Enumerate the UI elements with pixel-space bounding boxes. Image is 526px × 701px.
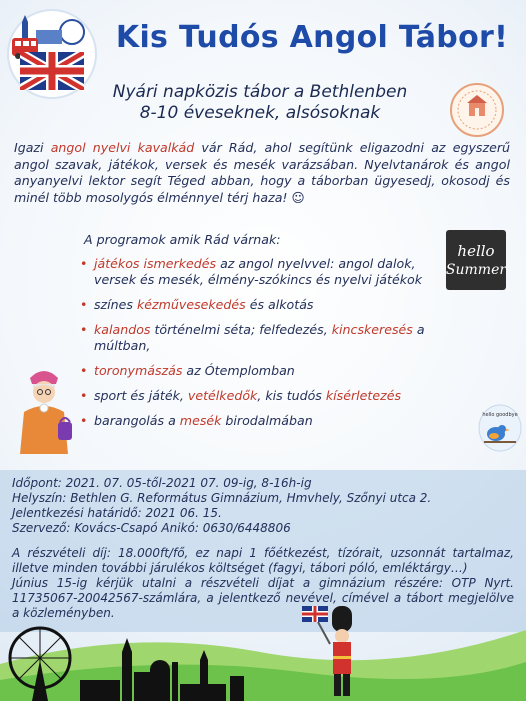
info-organizer: Szervező: Kovács-Csapó Anikó: 0630/6448806 (12, 521, 291, 535)
list-item (80, 363, 440, 379)
hello-summer-badge (444, 228, 508, 292)
programs-heading: A programok amik Rád várnak: (84, 232, 281, 247)
intro-paragraph (14, 140, 510, 206)
subtitle-line-1: Nyári napközis tábor a Bethlenben (112, 82, 408, 102)
list-item (80, 322, 440, 354)
info-fee: A részvételi díj: 18.000ft/fő, ez napi 1 főétkezést, tízórait, uzsonnát tartalmaz, illetve minden további járulékos költséget (fagyi, tábori póló, emléktárgy…) (12, 546, 514, 575)
list-item (80, 388, 440, 404)
program-text: birodalmában (221, 413, 313, 428)
intro-text-2: vár Rád, ahol segítünk eligazodni az egyszerű angol szavak, játékok, versek és mesék varázsában. Nyelvtanárok és angol anyanyelvi lektor segít Téged abban, hogy a táborban ügyesedj, okosodj és minél több mosolygós élménnyel térj haza! ☺ (14, 140, 510, 205)
program-highlight: játékos ismerkedés (94, 256, 217, 271)
subtitle-line-2: 8-10 éveseknek, alsósoknak (139, 103, 381, 123)
bird-speech-text: hello goodbye (482, 412, 518, 418)
program-text: barangolás a (94, 413, 180, 428)
program-highlight: mesék (179, 413, 222, 428)
program-text: történelmi séta; felfedezés, (150, 322, 332, 337)
program-text: az Ótemplomban (182, 363, 295, 378)
school-seal-icon (449, 82, 505, 138)
program-highlight: kísérletezés (325, 388, 402, 403)
queen-illustration-icon (10, 362, 78, 458)
bird-sticker-icon (478, 404, 522, 452)
program-highlight: toronymászás (94, 363, 183, 378)
footer-landscape (0, 600, 526, 701)
list-item (80, 297, 440, 313)
programs-list (80, 256, 440, 438)
program-text: a múltban, (94, 322, 425, 353)
program-text: az angol nyelvvel: angol dalok, versek és mesék, élmény-szókincs és nyelvi játékok (94, 256, 422, 287)
info-deadline: Jelentkezési határidő: 2021 06. 15. (12, 506, 222, 520)
list-item (80, 256, 440, 288)
hello-text: hello (457, 242, 495, 260)
page-title: Kis Tudós Angol Tábor! (115, 20, 509, 55)
program-text: színes (94, 297, 137, 312)
intro-text-1: Igazi (14, 140, 51, 155)
intro-highlight: angol nyelvi kavalkád (50, 140, 195, 155)
info-payment: Június 15-ig kérjük utalni a részvételi díjat a gimnázium részére: OTP Nyrt. 11735067-20042567-számlára, a jelentkező nevével, címével a tábort megjelölve a közleményben. (12, 576, 514, 620)
program-text: , kis tudós (257, 388, 326, 403)
info-date: Időpont: 2021. 07. 05-től-2021 07. 09-ig, 8-16h-ig (12, 476, 312, 490)
program-highlight: kincskeresés (331, 322, 413, 337)
program-highlight: kalandos (94, 322, 151, 337)
summer-text: Summer (445, 262, 507, 278)
info-location: Helyszín: Bethlen G. Református Gimnázium, Hmvhely, Szőnyi utca 2. (12, 491, 432, 505)
program-text: és alkotás (245, 297, 314, 312)
program-text: sport és játék, (94, 388, 188, 403)
program-highlight: kézművesekedés (136, 297, 246, 312)
subtitle (80, 82, 440, 124)
list-item (80, 413, 440, 429)
program-highlight: vetélkedők (187, 388, 258, 403)
